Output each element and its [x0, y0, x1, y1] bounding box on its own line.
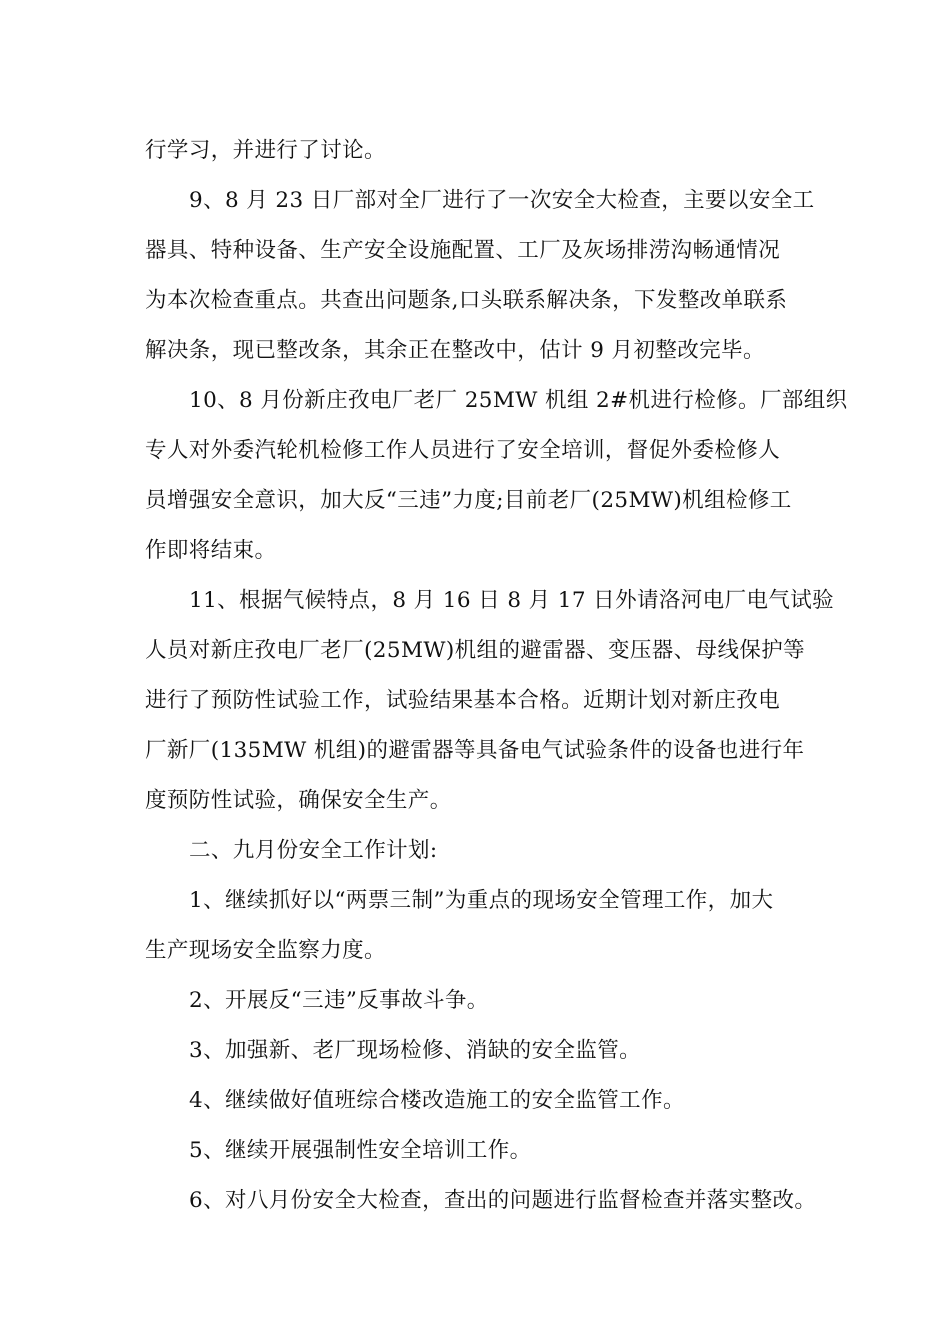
plan-item-1 [145, 876, 825, 976]
text-line: 器具、特种设备、生产安全设施配置、工厂及灰场排涝沟畅通情况 [145, 238, 781, 263]
paragraph-item-11 [145, 576, 835, 826]
plan-item-2 [145, 976, 825, 1026]
plan-item-6 [145, 1176, 825, 1226]
paragraph-item-9 [145, 176, 825, 376]
text-line: 人员对新庄孜电厂老厂(25MW)机组的避雷器、变压器、母线保护等 [145, 638, 806, 663]
text-line: 6、对八月份安全大检查，查出的问题进行监督检查并落实整改。 [189, 1188, 817, 1213]
text-line: 度预防性试验，确保安全生产。 [145, 788, 452, 813]
text-line: 解决条，现已整改条，其余正在整改中，估计 9 月初整改完毕。 [145, 338, 765, 363]
paragraph-item-10 [145, 376, 848, 576]
text-line: 2、开展反“三违”反事故斗争。 [189, 988, 489, 1013]
text-line: 生产现场安全监察力度。 [145, 938, 386, 963]
paragraph-continuation [145, 126, 825, 176]
text-line: 厂新厂(135MW 机组)的避雷器等具备电气试验条件的设备也进行年 [145, 738, 805, 763]
section-heading-september-plan [145, 826, 825, 876]
text-line: 5、继续开展强制性安全培训工作。 [189, 1138, 532, 1163]
text-line: 11、根据气候特点，8 月 16 日 8 月 17 日外请洛河电厂电气试验 [189, 588, 835, 613]
text-line: 专人对外委汽轮机检修工作人员进行了安全培训，督促外委检修人 [145, 438, 781, 463]
plan-item-3 [145, 1026, 825, 1076]
text-line: 10、8 月份新庄孜电厂老厂 25MW 机组 2#机进行检修。厂部组织 [189, 388, 848, 413]
text-line: 1、继续抓好以“两票三制”为重点的现场安全管理工作，加大 [189, 888, 774, 913]
text-line: 行学习，并进行了讨论。 [145, 138, 386, 163]
text-line: 员增强安全意识，加大反“三违”力度;目前老厂(25MW)机组检修工 [145, 488, 792, 513]
text-line: 作即将结束。 [145, 538, 277, 563]
text-line: 二、九月份安全工作计划: [189, 838, 438, 863]
text-line: 9、8 月 23 日厂部对全厂进行了一次安全大检查，主要以安全工 [189, 188, 815, 213]
document-body [145, 126, 848, 1226]
text-line: 4、继续做好值班综合楼改造施工的安全监管工作。 [189, 1088, 685, 1113]
text-line: 进行了预防性试验工作，试验结果基本合格。近期计划对新庄孜电 [145, 688, 781, 713]
text-line: 3、加强新、老厂现场检修、消缺的安全监管。 [189, 1038, 642, 1063]
plan-item-4 [145, 1076, 825, 1126]
plan-item-5 [145, 1126, 825, 1176]
text-line: 为本次检查重点。共查出问题条,口头联系解决条，下发整改单联系 [145, 288, 788, 313]
